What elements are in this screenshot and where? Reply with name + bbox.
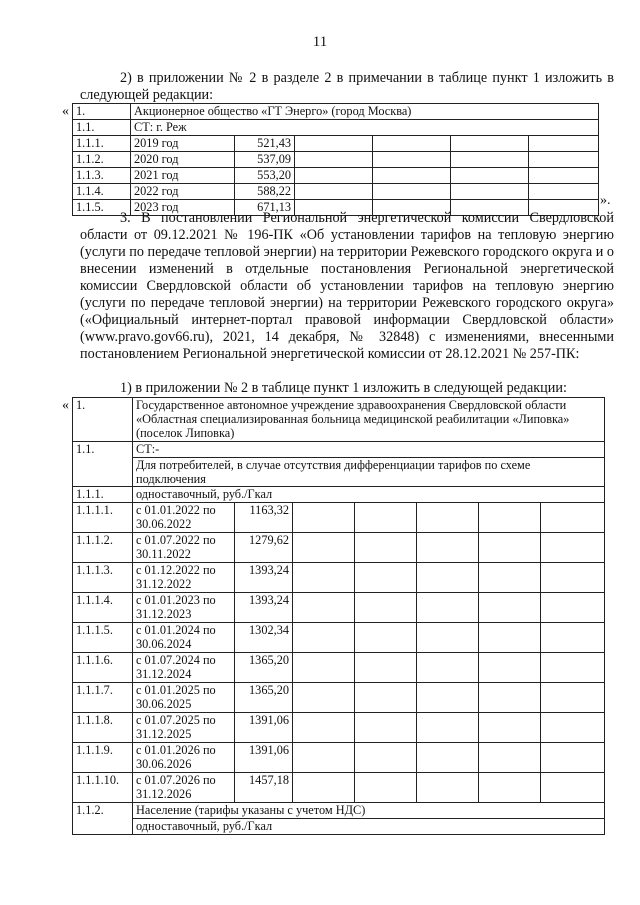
period-cell: с 01.01.2024 по 30.06.2024 (133, 623, 235, 653)
empty-cell (373, 152, 451, 168)
period-cell: с 01.01.2025 по 30.06.2025 (133, 683, 235, 713)
period-cell: с 01.07.2022 по 30.11.2022 (133, 533, 235, 563)
empty-cell (541, 653, 605, 683)
paragraph-2-item2: 2) в приложении № 2 в разделе 2 в примечании в таблице пункт 1 изложить в следующей редакции: (80, 70, 614, 103)
period-cell: с 01.07.2024 по 31.12.2024 (133, 653, 235, 683)
table-row (73, 503, 605, 533)
opening-quote-2: « (62, 398, 69, 413)
opening-quote-1: « (62, 104, 69, 119)
organization-name: Акционерное общество «ГТ Энерго» (город Москва) (131, 104, 599, 120)
row-number: 1.1.1.2. (73, 533, 133, 563)
period-cell: с 01.01.2023 по 31.12.2023 (133, 593, 235, 623)
empty-cell (293, 533, 355, 563)
empty-cell (479, 743, 541, 773)
paragraph-3: 3. В постановлении Региональной энергетической комиссии Свердловской области от 09.12.2021 № 196-ПК «Об установлении тарифов на тепловую энергию (услуги по передаче тепловой энергии) на территории Режевского городского округа и о внесении изменений в отдельные постановления Региональной энергетической комиссии Свердловской области об установлении тарифов на тепловую энергию (услуги по передаче тепловой энергии) на территории Режевского городского округа» («Официальный интернет-портал правовой информации Свердловской области» (www.pravo.gov66.ru), 2021, 14 декабря, № 32848) с изменениями, внесенными постановлением Региональной энергетической комиссии от 28.12.2021 № 257-ПК: (80, 210, 614, 362)
tariff-table-gt-energo (72, 103, 599, 216)
empty-cell (451, 168, 529, 184)
rate-type: одноставочный, руб./Гкал (133, 487, 605, 503)
empty-cell (541, 743, 605, 773)
table-row (73, 442, 605, 458)
tariff-value: 537,09 (235, 152, 295, 168)
tariff-value: 521,43 (235, 136, 295, 152)
row-number: 1.1.1.3. (73, 563, 133, 593)
empty-cell (479, 653, 541, 683)
table-row (73, 683, 605, 713)
empty-cell (355, 533, 417, 563)
table-row (73, 120, 599, 136)
table-row (73, 136, 599, 152)
empty-cell (295, 184, 373, 200)
empty-cell (417, 653, 479, 683)
empty-cell (417, 593, 479, 623)
table-row (73, 803, 605, 819)
row-number: 1.1.1.6. (73, 653, 133, 683)
table-row (73, 773, 605, 803)
empty-cell (451, 184, 529, 200)
tariff-value: 1457,18 (235, 773, 293, 803)
population-label: Население (тарифы указаны с учетом НДС) (133, 803, 605, 819)
empty-cell (373, 168, 451, 184)
empty-cell (479, 623, 541, 653)
year-cell: 2023 год (131, 200, 235, 216)
empty-cell (479, 563, 541, 593)
tariff-value: 1365,20 (235, 683, 293, 713)
table-row (73, 533, 605, 563)
row-number: 1. (73, 104, 131, 120)
tariff-value: 671,13 (235, 200, 295, 216)
empty-cell (293, 593, 355, 623)
closing-quote-1: ». (600, 193, 611, 208)
empty-cell (541, 623, 605, 653)
table-row (73, 487, 605, 503)
empty-cell (355, 593, 417, 623)
system-label: СТ:- (133, 442, 605, 458)
paragraph-3-item1: 1) в приложении № 2 в таблице пункт 1 изложить в следующей редакции: (120, 380, 567, 396)
tariff-value: 1393,24 (235, 563, 293, 593)
empty-cell (417, 533, 479, 563)
period-cell: с 01.01.2026 по 30.06.2026 (133, 743, 235, 773)
row-number: 1.1.1. (73, 136, 131, 152)
empty-cell (529, 184, 599, 200)
tariff-value: 1163,32 (235, 503, 293, 533)
empty-cell (293, 713, 355, 743)
row-number: 1.1.3. (73, 168, 131, 184)
empty-cell (417, 623, 479, 653)
empty-cell (451, 152, 529, 168)
table-row (73, 184, 599, 200)
empty-cell (293, 563, 355, 593)
row-number: 1.1. (73, 120, 131, 136)
table-row (73, 563, 605, 593)
row-number: 1.1.2. (73, 152, 131, 168)
empty-cell (479, 773, 541, 803)
tariff-table-lipovka (72, 397, 605, 835)
table-row (73, 819, 605, 835)
empty-cell (417, 503, 479, 533)
organization-name: Государственное автономное учреждение здравоохранения Свердловской области «Областная специализированная больница медицинской реабилитации «Липовка» (поселок Липовка) (133, 398, 605, 442)
empty-cell (451, 136, 529, 152)
empty-cell (293, 503, 355, 533)
tariff-value: 1393,24 (235, 593, 293, 623)
empty-cell (541, 773, 605, 803)
table-row (73, 593, 605, 623)
empty-cell (295, 152, 373, 168)
empty-cell (295, 136, 373, 152)
empty-cell (293, 743, 355, 773)
empty-cell (373, 184, 451, 200)
rate-type: одноставочный, руб./Гкал (133, 819, 605, 835)
table-row (73, 152, 599, 168)
consumers-description: Для потребителей, в случае отсутствия дифференциации тарифов по схеме подключения (133, 458, 605, 487)
empty-cell (541, 683, 605, 713)
empty-cell (373, 136, 451, 152)
table-row (73, 743, 605, 773)
empty-cell (417, 773, 479, 803)
row-number: 1.1.4. (73, 184, 131, 200)
empty-cell (355, 563, 417, 593)
empty-cell (355, 773, 417, 803)
empty-cell (541, 713, 605, 743)
empty-cell (541, 593, 605, 623)
year-cell: 2019 год (131, 136, 235, 152)
empty-cell (479, 503, 541, 533)
tariff-value: 1279,62 (235, 533, 293, 563)
empty-cell (355, 683, 417, 713)
empty-cell (479, 683, 541, 713)
empty-cell (417, 743, 479, 773)
empty-cell (417, 713, 479, 743)
empty-cell (417, 563, 479, 593)
empty-cell (355, 743, 417, 773)
empty-cell (529, 152, 599, 168)
empty-cell (355, 623, 417, 653)
row-number: 1.1.1.7. (73, 683, 133, 713)
table-row (73, 623, 605, 653)
row-number: 1.1.1.9. (73, 743, 133, 773)
empty-cell (479, 533, 541, 563)
empty-cell (355, 713, 417, 743)
empty-cell (355, 653, 417, 683)
row-number: 1. (73, 398, 133, 442)
empty-cell (541, 563, 605, 593)
row-number: 1.1. (73, 442, 133, 487)
empty-cell (293, 623, 355, 653)
tariff-value: 553,20 (235, 168, 295, 184)
empty-cell (541, 533, 605, 563)
tariff-value: 588,22 (235, 184, 295, 200)
tariff-value: 1391,06 (235, 713, 293, 743)
empty-cell (541, 503, 605, 533)
empty-cell (479, 713, 541, 743)
table-row (73, 168, 599, 184)
empty-cell (529, 168, 599, 184)
empty-cell (293, 683, 355, 713)
table-row (73, 713, 605, 743)
page-number: 11 (312, 34, 328, 50)
table-row (73, 104, 599, 120)
year-cell: 2020 год (131, 152, 235, 168)
table-row (73, 458, 605, 487)
period-cell: с 01.01.2022 по 30.06.2022 (133, 503, 235, 533)
empty-cell (479, 593, 541, 623)
table-row (73, 653, 605, 683)
period-cell: с 01.12.2022 по 31.12.2022 (133, 563, 235, 593)
row-number: 1.1.5. (73, 200, 131, 216)
empty-cell (355, 503, 417, 533)
period-cell: с 01.07.2026 по 31.12.2026 (133, 773, 235, 803)
row-number: 1.1.1.8. (73, 713, 133, 743)
table-row (73, 398, 605, 442)
tariff-value: 1302,34 (235, 623, 293, 653)
empty-cell (295, 168, 373, 184)
row-number: 1.1.1.5. (73, 623, 133, 653)
row-number: 1.1.1. (73, 487, 133, 503)
system-label: СТ: г. Реж (131, 120, 599, 136)
row-number: 1.1.1.1. (73, 503, 133, 533)
tariff-value: 1365,20 (235, 653, 293, 683)
row-number: 1.1.1.4. (73, 593, 133, 623)
row-number: 1.1.1.10. (73, 773, 133, 803)
row-number: 1.1.2. (73, 803, 133, 835)
year-cell: 2022 год (131, 184, 235, 200)
year-cell: 2021 год (131, 168, 235, 184)
tariff-value: 1391,06 (235, 743, 293, 773)
empty-cell (293, 773, 355, 803)
empty-cell (529, 136, 599, 152)
empty-cell (293, 653, 355, 683)
empty-cell (417, 683, 479, 713)
period-cell: с 01.07.2025 по 31.12.2025 (133, 713, 235, 743)
